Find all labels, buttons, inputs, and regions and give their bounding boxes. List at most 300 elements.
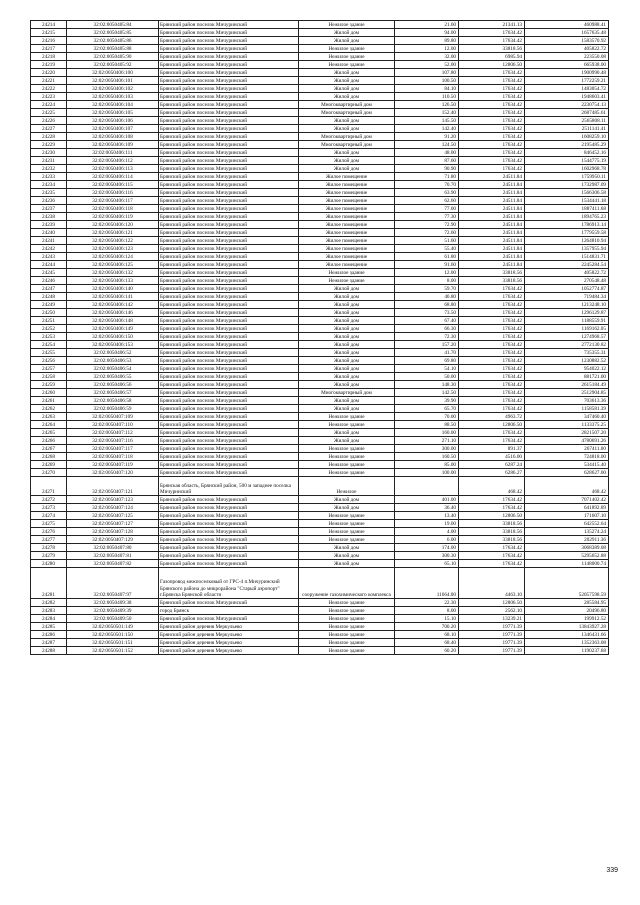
object-type-cell: Нежилое здание bbox=[299, 607, 395, 615]
area-cell: 100.50 bbox=[395, 77, 459, 85]
table-row bbox=[31, 221, 609, 229]
table-row bbox=[31, 141, 609, 149]
table-row bbox=[31, 301, 609, 309]
table-row bbox=[31, 149, 609, 157]
object-type-cell: Жилой дом bbox=[299, 301, 395, 309]
table-row bbox=[31, 389, 609, 397]
object-type-cell: Нежилое здание bbox=[299, 269, 395, 277]
table-row bbox=[31, 29, 609, 37]
total-value-cell: 1230882.52 bbox=[525, 357, 609, 365]
object-type-cell: Жилой дом bbox=[299, 544, 395, 552]
unit-value-cell: 19771.39 bbox=[459, 631, 525, 639]
total-value-cell: 534415.40 bbox=[525, 461, 609, 469]
address-cell: Брянский район поселок Мичуринский bbox=[159, 165, 299, 173]
row-index-cell: 24254 bbox=[31, 341, 67, 349]
table-row bbox=[31, 373, 609, 381]
area-cell: 70.00 bbox=[395, 413, 459, 421]
total-value-cell: 1190237.68 bbox=[525, 647, 609, 655]
table-row bbox=[31, 461, 609, 469]
area-cell: 65.70 bbox=[395, 405, 459, 413]
unit-value-cell: 17634.42 bbox=[459, 437, 525, 445]
table-row bbox=[31, 277, 609, 285]
area-cell: 41.70 bbox=[395, 349, 459, 357]
address-cell: Брянский район поселок Мичуринский bbox=[159, 269, 299, 277]
total-value-cell: 641892.89 bbox=[525, 504, 609, 512]
address-cell: Брянский район поселок Мичуринский bbox=[159, 437, 299, 445]
area-cell: 60.20 bbox=[395, 647, 459, 655]
total-value-cell: 954022.12 bbox=[525, 365, 609, 373]
address-cell: Брянский район поселок Мичуринский bbox=[159, 253, 299, 261]
area-cell: 160.50 bbox=[395, 453, 459, 461]
cadastral-number-cell: 32:02:0050407:110 bbox=[67, 421, 159, 429]
address-cell: Брянский район поселок Мичуринский bbox=[159, 599, 299, 607]
row-index-cell: 24258 bbox=[31, 373, 67, 381]
object-type-cell: Многоквартирный дом bbox=[299, 133, 395, 141]
address-cell: город Брянск bbox=[159, 607, 299, 615]
table-row bbox=[31, 405, 609, 413]
address-cell: Брянский район поселок Мичуринский bbox=[159, 69, 299, 77]
row-index-cell: 24223 bbox=[31, 93, 67, 101]
area-cell: 72.60 bbox=[395, 229, 459, 237]
object-type-cell: Нежилое здание bbox=[299, 413, 395, 421]
unit-value-cell: 24511.84 bbox=[459, 245, 525, 253]
row-index-cell: 24269 bbox=[31, 461, 67, 469]
area-cell: 88.50 bbox=[395, 421, 459, 429]
total-value-cell: 1264810.94 bbox=[525, 237, 609, 245]
unit-value-cell: 4463.10 bbox=[459, 568, 525, 599]
total-value-cell: 881721.00 bbox=[525, 373, 609, 381]
row-index-cell: 24282 bbox=[31, 599, 67, 607]
total-value-cell: 665938.00 bbox=[525, 61, 609, 69]
address-cell: Брянский район поселок Мичуринский bbox=[159, 301, 299, 309]
row-index-cell: 24271 bbox=[31, 477, 67, 496]
cadastral-number-cell: 32:02:0050406:58 bbox=[67, 397, 159, 405]
table-row bbox=[31, 37, 609, 45]
address-cell: Брянский район поселок Мичуринский bbox=[159, 125, 299, 133]
row-index-cell: 24222 bbox=[31, 85, 67, 93]
area-cell: 66.30 bbox=[395, 325, 459, 333]
cadastral-number-cell: 32:02:0050406:111 bbox=[67, 149, 159, 157]
area-cell: 50.00 bbox=[395, 373, 459, 381]
cadastral-number-cell: 32:02:0050406:150 bbox=[67, 333, 159, 341]
total-value-cell: 460988.41 bbox=[525, 21, 609, 29]
unit-value-cell: 17634.42 bbox=[459, 157, 525, 165]
object-type-cell: Жилой дом bbox=[299, 325, 395, 333]
total-value-cell: 642552.64 bbox=[525, 520, 609, 528]
row-index-cell: 24274 bbox=[31, 512, 67, 520]
unit-value-cell: 17634.42 bbox=[459, 149, 525, 157]
unit-value-cell: 17634.42 bbox=[459, 37, 525, 45]
row-index-cell: 24253 bbox=[31, 333, 67, 341]
address-cell: Брянский район деревня Меркульево bbox=[159, 647, 299, 655]
cadastral-number-cell: 32:02:0050409:39 bbox=[67, 607, 159, 615]
row-index-cell: 24284 bbox=[31, 615, 67, 623]
address-cell: Брянский район поселок Мичуринский bbox=[159, 365, 299, 373]
object-type-cell: Жилой дом bbox=[299, 341, 395, 349]
row-index-cell: 24288 bbox=[31, 647, 67, 655]
area-cell: 100.00 bbox=[395, 469, 459, 477]
table-row bbox=[31, 293, 609, 301]
area-cell: 94.00 bbox=[395, 29, 459, 37]
table-row bbox=[31, 309, 609, 317]
row-index-cell: 24263 bbox=[31, 413, 67, 421]
address-cell: Брянский район поселок Мичуринский bbox=[159, 504, 299, 512]
address-cell: Брянский район поселок Мичуринский bbox=[159, 397, 299, 405]
unit-value-cell: 21341.13 bbox=[459, 21, 525, 29]
address-cell: Брянский район поселок Мичуринский bbox=[159, 293, 299, 301]
row-index-cell: 24237 bbox=[31, 205, 67, 213]
cadastral-number-cell: 32:02:0050406:59 bbox=[67, 405, 159, 413]
total-value-cell: 1534441.18 bbox=[525, 197, 609, 205]
unit-value-cell: 24511.84 bbox=[459, 229, 525, 237]
object-type-cell: Жилое помещение bbox=[299, 221, 395, 229]
address-cell: Брянский район поселок Мичуринский bbox=[159, 285, 299, 293]
area-cell: 48.00 bbox=[395, 149, 459, 157]
cadastral-number-cell: 32:02:0050405:85 bbox=[67, 29, 159, 37]
address-cell: Брянский район поселок Мичуринский bbox=[159, 381, 299, 389]
object-type-cell: Нежилое здание bbox=[299, 45, 395, 53]
address-cell: Брянский район поселок Мичуринский bbox=[159, 333, 299, 341]
row-index-cell: 24272 bbox=[31, 496, 67, 504]
cadastral-number-cell: 32:02:0050406:106 bbox=[67, 117, 159, 125]
table-row bbox=[31, 157, 609, 165]
address-cell: Брянский район поселок Мичуринский bbox=[159, 141, 299, 149]
table-row bbox=[31, 205, 609, 213]
total-value-cell: 724818.00 bbox=[525, 453, 609, 461]
unit-value-cell: 17634.42 bbox=[459, 405, 525, 413]
register-table bbox=[30, 20, 609, 655]
row-index-cell: 24268 bbox=[31, 453, 67, 461]
table-row bbox=[31, 269, 609, 277]
area-cell: 142.50 bbox=[395, 389, 459, 397]
area-cell: 85.00 bbox=[395, 461, 459, 469]
area-cell: 68.10 bbox=[395, 631, 459, 639]
object-type-cell: Жилой дом bbox=[299, 149, 395, 157]
area-cell: 8.00 bbox=[395, 607, 459, 615]
table-row bbox=[31, 245, 609, 253]
total-value-cell: 2511141.41 bbox=[525, 125, 609, 133]
row-index-cell: 24239 bbox=[31, 221, 67, 229]
address-cell: Брянский район поселок Мичуринский bbox=[159, 429, 299, 437]
object-type-cell: Нежилое здание bbox=[299, 623, 395, 631]
total-value-cell: 135274.24 bbox=[525, 528, 609, 536]
area-cell: 21.60 bbox=[395, 21, 459, 29]
row-index-cell: 24275 bbox=[31, 520, 67, 528]
area-cell: 157.20 bbox=[395, 341, 459, 349]
table-row bbox=[31, 623, 609, 631]
area-cell: 68.40 bbox=[395, 639, 459, 647]
unit-value-cell: 17634.42 bbox=[459, 381, 525, 389]
row-index-cell: 24228 bbox=[31, 133, 67, 141]
table-row bbox=[31, 189, 609, 197]
area-cell: 126.50 bbox=[395, 101, 459, 109]
row-index-cell: 24247 bbox=[31, 285, 67, 293]
area-cell: 70.70 bbox=[395, 181, 459, 189]
address-cell: Брянский район поселок Мичуринский bbox=[159, 317, 299, 325]
row-index-cell: 24256 bbox=[31, 357, 67, 365]
area-cell: 8.00 bbox=[395, 277, 459, 285]
object-type-cell: Жилой дом bbox=[299, 357, 395, 365]
row-index-cell: 24229 bbox=[31, 141, 67, 149]
cadastral-number-cell: 32:02:0050406:114 bbox=[67, 173, 159, 181]
area-cell: 59.70 bbox=[395, 285, 459, 293]
row-index-cell: 24287 bbox=[31, 639, 67, 647]
table-row bbox=[31, 61, 609, 69]
table-row bbox=[31, 325, 609, 333]
row-index-cell: 24257 bbox=[31, 365, 67, 373]
cadastral-number-cell: 32:02:0050407:125 bbox=[67, 512, 159, 520]
row-index-cell: 24264 bbox=[31, 421, 67, 429]
unit-value-cell: 33818.56 bbox=[459, 528, 525, 536]
total-value-cell: 3068389.08 bbox=[525, 544, 609, 552]
total-value-cell: 1608259.10 bbox=[525, 133, 609, 141]
row-index-cell: 24266 bbox=[31, 437, 67, 445]
unit-value-cell: 4516.00 bbox=[459, 453, 525, 461]
cadastral-number-cell: 32:02:0050406:148 bbox=[67, 317, 159, 325]
cadastral-number-cell: 32:02:0050407:119 bbox=[67, 461, 159, 469]
address-cell: Брянский район деревня Меркульево bbox=[159, 639, 299, 647]
unit-value-cell: 17634.42 bbox=[459, 349, 525, 357]
area-cell: 32.00 bbox=[395, 53, 459, 61]
cadastral-number-cell: 32:02:0050407:120 bbox=[67, 469, 159, 477]
table-row bbox=[31, 317, 609, 325]
cadastral-number-cell: 32:02:0050406:146 bbox=[67, 309, 159, 317]
object-type-cell: Жилое помещение bbox=[299, 261, 395, 269]
address-cell: Брянский район поселок Мичуринский bbox=[159, 133, 299, 141]
total-value-cell: 52057598.59 bbox=[525, 568, 609, 599]
cadastral-number-cell: 32:02:0050407:80 bbox=[67, 544, 159, 552]
cadastral-number-cell: 32:02:0050406:56 bbox=[67, 381, 159, 389]
area-cell bbox=[395, 477, 459, 496]
table-row bbox=[31, 504, 609, 512]
table-row bbox=[31, 77, 609, 85]
address-cell: Брянский район поселок Мичуринский bbox=[159, 221, 299, 229]
unit-value-cell: 24511.84 bbox=[459, 181, 525, 189]
object-type-cell: Жилой дом bbox=[299, 285, 395, 293]
total-value-cell: 1357955.94 bbox=[525, 245, 609, 253]
total-value-cell: 1169162.05 bbox=[525, 325, 609, 333]
row-index-cell: 24217 bbox=[31, 45, 67, 53]
table-row bbox=[31, 125, 609, 133]
table-row bbox=[31, 552, 609, 560]
cadastral-number-cell: 32:02:0050406:109 bbox=[67, 141, 159, 149]
object-type-cell: Многоквартирный дом bbox=[299, 101, 395, 109]
row-index-cell: 24231 bbox=[31, 157, 67, 165]
cadastral-number-cell: 32:02:0050406:52 bbox=[67, 349, 159, 357]
object-type-cell: Жилой дом bbox=[299, 365, 395, 373]
cadastral-number-cell: 32:02:0050407:116 bbox=[67, 437, 159, 445]
cadastral-number-cell: 32:02:0050501:149 bbox=[67, 623, 159, 631]
area-cell: 72.90 bbox=[395, 221, 459, 229]
cadastral-number-cell: 32:02:0050407:121 bbox=[67, 477, 159, 496]
cadastral-number-cell: 32:02:0050406:108 bbox=[67, 133, 159, 141]
cadastral-number-cell: 32:02:0050406:115 bbox=[67, 181, 159, 189]
table-row bbox=[31, 253, 609, 261]
total-value-cell: 719484.34 bbox=[525, 293, 609, 301]
cadastral-number-cell: 32:02:0050406:121 bbox=[67, 229, 159, 237]
object-type-cell: Жилой дом bbox=[299, 405, 395, 413]
address-cell: Брянский район поселок Мичуринский bbox=[159, 309, 299, 317]
address-cell: Брянский район поселок Мичуринский bbox=[159, 445, 299, 453]
cadastral-number-cell: 32:02:0050405:90 bbox=[67, 53, 159, 61]
unit-value-cell: 12806.50 bbox=[459, 512, 525, 520]
area-cell: 77.00 bbox=[395, 205, 459, 213]
object-type-cell: Нежилое здание bbox=[299, 469, 395, 477]
object-type-cell: Жилой дом bbox=[299, 85, 395, 93]
table-row bbox=[31, 165, 609, 173]
area-cell: 73.50 bbox=[395, 309, 459, 317]
object-type-cell: Жилой дом bbox=[299, 560, 395, 568]
table-row bbox=[31, 615, 609, 623]
unit-value-cell: 17634.42 bbox=[459, 85, 525, 93]
area-cell: 22.30 bbox=[395, 599, 459, 607]
total-value-cell: 2615184.49 bbox=[525, 381, 609, 389]
object-type-cell: Жилое помещение bbox=[299, 181, 395, 189]
total-value-cell: 703613.36 bbox=[525, 397, 609, 405]
area-cell: 52.00 bbox=[395, 61, 459, 69]
table-body bbox=[31, 21, 609, 655]
object-type-cell: Жилой дом bbox=[299, 37, 395, 45]
cadastral-number-cell: 32:02:0050501:150 bbox=[67, 631, 159, 639]
table-row bbox=[31, 109, 609, 117]
cadastral-number-cell: 32:02:0050406:118 bbox=[67, 205, 159, 213]
object-type-cell: Жилое помещение bbox=[299, 197, 395, 205]
total-value-cell: 1188559.91 bbox=[525, 317, 609, 325]
unit-value-cell: 17634.42 bbox=[459, 285, 525, 293]
object-type-cell: Жилой дом bbox=[299, 157, 395, 165]
page-number: 339 bbox=[606, 867, 618, 874]
address-cell: Брянский район поселок Мичуринский bbox=[159, 181, 299, 189]
table-row bbox=[31, 93, 609, 101]
table-row bbox=[31, 133, 609, 141]
address-cell: Брянский район поселок Мичуринский bbox=[159, 77, 299, 85]
table-row bbox=[31, 349, 609, 357]
total-value-cell: 223550.08 bbox=[525, 53, 609, 61]
unit-value-cell: 24511.84 bbox=[459, 253, 525, 261]
total-value-cell: 1158581.39 bbox=[525, 405, 609, 413]
table-row bbox=[31, 357, 609, 365]
unit-value-cell: 33818.56 bbox=[459, 45, 525, 53]
cadastral-number-cell: 32:02:0050501:151 bbox=[67, 639, 159, 647]
unit-value-cell: 17634.42 bbox=[459, 101, 525, 109]
area-cell: 91.60 bbox=[395, 261, 459, 269]
table-row bbox=[31, 261, 609, 269]
total-value-cell: 1602968.78 bbox=[525, 165, 609, 173]
total-value-cell: 1657635.48 bbox=[525, 29, 609, 37]
cadastral-number-cell: 32:02:0050406:149 bbox=[67, 325, 159, 333]
total-value-cell: 1148000.74 bbox=[525, 560, 609, 568]
row-index-cell: 24243 bbox=[31, 253, 67, 261]
area-cell: 36.40 bbox=[395, 504, 459, 512]
unit-value-cell: 17634.42 bbox=[459, 317, 525, 325]
object-type-cell: Нежилое здание bbox=[299, 277, 395, 285]
table-row bbox=[31, 69, 609, 77]
row-index-cell: 24235 bbox=[31, 189, 67, 197]
area-cell: 271.10 bbox=[395, 437, 459, 445]
table-row bbox=[31, 413, 609, 421]
object-type-cell: Жилое помещение bbox=[299, 189, 395, 197]
row-index-cell: 24242 bbox=[31, 245, 67, 253]
total-value-cell: 1900990.48 bbox=[525, 69, 609, 77]
table-row bbox=[31, 213, 609, 221]
total-value-cell: 1133375.25 bbox=[525, 421, 609, 429]
cadastral-number-cell: 32:02:0050406:140 bbox=[67, 285, 159, 293]
address-cell: Брянский район поселок Мичуринский bbox=[159, 173, 299, 181]
cadastral-number-cell: 32:02:0050405:88 bbox=[67, 45, 159, 53]
unit-value-cell: 468.42 bbox=[459, 477, 525, 496]
total-value-cell: 1052774.87 bbox=[525, 285, 609, 293]
row-index-cell: 24215 bbox=[31, 29, 67, 37]
total-value-cell: 2230754.13 bbox=[525, 101, 609, 109]
cadastral-number-cell: 32:02:0050406:105 bbox=[67, 109, 159, 117]
unit-value-cell: 24511.84 bbox=[459, 261, 525, 269]
object-type-cell: Нежилое здание bbox=[299, 536, 395, 544]
area-cell: 12.00 bbox=[395, 269, 459, 277]
cadastral-number-cell: 32:02:0050406:120 bbox=[67, 221, 159, 229]
unit-value-cell: 12806.50 bbox=[459, 599, 525, 607]
unit-value-cell: 17634.42 bbox=[459, 429, 525, 437]
row-index-cell: 24255 bbox=[31, 349, 67, 357]
total-value-cell: 1887411.68 bbox=[525, 205, 609, 213]
total-value-cell: 202911.36 bbox=[525, 536, 609, 544]
object-type-cell: Жилой дом bbox=[299, 504, 395, 512]
row-index-cell: 24273 bbox=[31, 504, 67, 512]
total-value-cell: 1779559.58 bbox=[525, 229, 609, 237]
table-row bbox=[31, 333, 609, 341]
cadastral-number-cell: 32:02:0050406:125 bbox=[67, 261, 159, 269]
area-cell: 90.90 bbox=[395, 165, 459, 173]
object-type-cell: Жилой дом bbox=[299, 552, 395, 560]
cadastral-number-cell: 32:02:0050406:141 bbox=[67, 293, 159, 301]
area-cell: 12.00 bbox=[395, 45, 459, 53]
total-value-cell: 2195485.29 bbox=[525, 141, 609, 149]
total-value-cell: 7071402.42 bbox=[525, 496, 609, 504]
row-index-cell: 24250 bbox=[31, 309, 67, 317]
area-cell: 160.00 bbox=[395, 429, 459, 437]
total-value-cell: 171607.10 bbox=[525, 512, 609, 520]
address-cell: Брянский район поселок Мичуринский bbox=[159, 101, 299, 109]
table-row bbox=[31, 181, 609, 189]
row-index-cell: 24241 bbox=[31, 237, 67, 245]
cadastral-number-cell: 32:02:0050406:57 bbox=[67, 389, 159, 397]
area-cell: 4.00 bbox=[395, 528, 459, 536]
area-cell: 54.10 bbox=[395, 365, 459, 373]
address-cell: Брянский район поселок Мичуринский bbox=[159, 421, 299, 429]
cadastral-number-cell: 32:02:0050406:55 bbox=[67, 373, 159, 381]
object-type-cell: Нежилое здание bbox=[299, 461, 395, 469]
address-cell: Брянский район поселок Мичуринский bbox=[159, 357, 299, 365]
table-row bbox=[31, 397, 609, 405]
row-index-cell: 24281 bbox=[31, 568, 67, 599]
object-type-cell: Нежилое здание bbox=[299, 453, 395, 461]
row-index-cell: 24234 bbox=[31, 181, 67, 189]
address-cell: Брянский район поселок Мичуринский bbox=[159, 373, 299, 381]
address-cell: Брянский район деревня Меркульево bbox=[159, 631, 299, 639]
total-value-cell: 347460.40 bbox=[525, 413, 609, 421]
area-cell: 69.80 bbox=[395, 357, 459, 365]
unit-value-cell: 12806.50 bbox=[459, 421, 525, 429]
object-type-cell: сооружение газохимического комплекса bbox=[299, 568, 395, 599]
unit-value-cell: 17634.42 bbox=[459, 389, 525, 397]
area-cell: 401.00 bbox=[395, 496, 459, 504]
table-row bbox=[31, 512, 609, 520]
unit-value-cell: 17634.42 bbox=[459, 141, 525, 149]
unit-value-cell: 24511.84 bbox=[459, 213, 525, 221]
cadastral-number-cell: 32:02:0050407:109 bbox=[67, 413, 159, 421]
address-cell: Брянский район поселок Мичуринский bbox=[159, 53, 299, 61]
unit-value-cell: 17634.42 bbox=[459, 29, 525, 37]
cadastral-number-cell: 32:02:0050406:53 bbox=[67, 357, 159, 365]
